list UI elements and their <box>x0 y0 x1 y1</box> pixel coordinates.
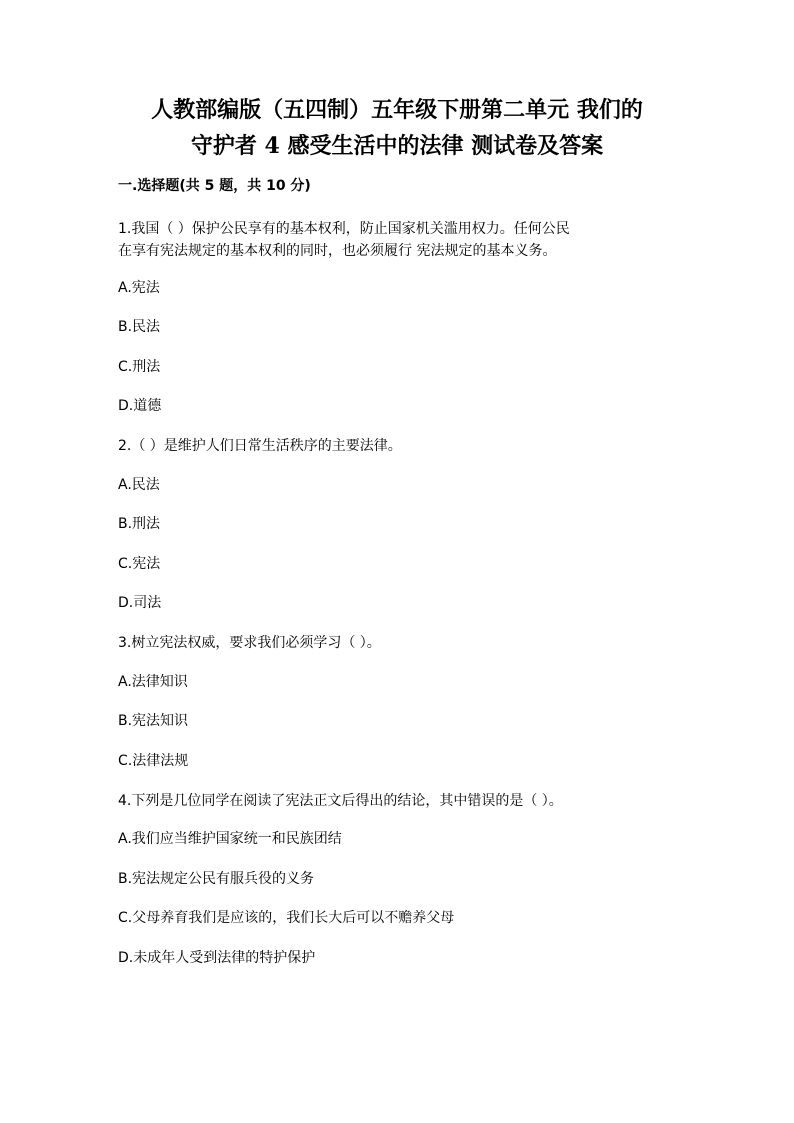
question-1-option-c: C.刑法 <box>118 359 161 375</box>
question-1-option-d: D.道德 <box>118 398 162 414</box>
question-2-option-c: C.宪法 <box>118 556 161 572</box>
question-2-option-b: B.刑法 <box>118 516 161 532</box>
title-line-2: 守护者 4 感受生活中的法律 测试卷及答案 <box>190 133 604 159</box>
question-1-stem-line-2: 在享有宪法规定的基本权利的同时，也必须履行 宪法规定的基本义务。 <box>118 243 557 259</box>
question-1-option-a: A.宪法 <box>118 280 160 296</box>
section-heading: 一.选择题(共 5 题，共 10 分) <box>118 178 311 194</box>
title-line-1: 人教部编版（五四制）五年级下册第二单元 我们的 <box>151 97 643 123</box>
question-3-option-c: C.法律法规 <box>118 753 189 769</box>
question-4-option-b: B.宪法规定公民有服兵役的义务 <box>118 871 315 887</box>
question-2-option-d: D.司法 <box>118 595 162 611</box>
question-4-option-a: A.我们应当维护国家统一和民族团结 <box>118 831 342 847</box>
question-1-stem-line-1: 1.我国（ ）保护公民享有的基本权利，防止国家机关滥用权力。任何公民 <box>118 221 570 237</box>
question-4-option-d: D.未成年人受到法律的特护保护 <box>118 950 316 966</box>
question-3-option-b: B.宪法知识 <box>118 713 189 729</box>
question-3-stem-line-1: 3.树立宪法权威，要求我们必须学习（ ）。 <box>118 635 381 651</box>
question-3-option-a: A.法律知识 <box>118 674 188 690</box>
question-4-option-c: C.父母养育我们是应该的，我们长大后可以不赡养父母 <box>118 910 455 926</box>
question-4-stem-line-1: 4.下列是几位同学在阅读了宪法正文后得出的结论，其中错误的是（ ）。 <box>118 793 563 809</box>
question-2-option-a: A.民法 <box>118 477 160 493</box>
document-title <box>0 92 794 164</box>
question-2-stem <box>118 435 678 457</box>
question-4-stem <box>118 790 718 812</box>
question-2-stem-line-1: 2.（ ）是维护人们日常生活秩序的主要法律。 <box>118 438 402 454</box>
question-3-stem <box>118 632 678 654</box>
question-1-option-b: B.民法 <box>118 319 161 335</box>
question-1-stem <box>118 218 678 262</box>
